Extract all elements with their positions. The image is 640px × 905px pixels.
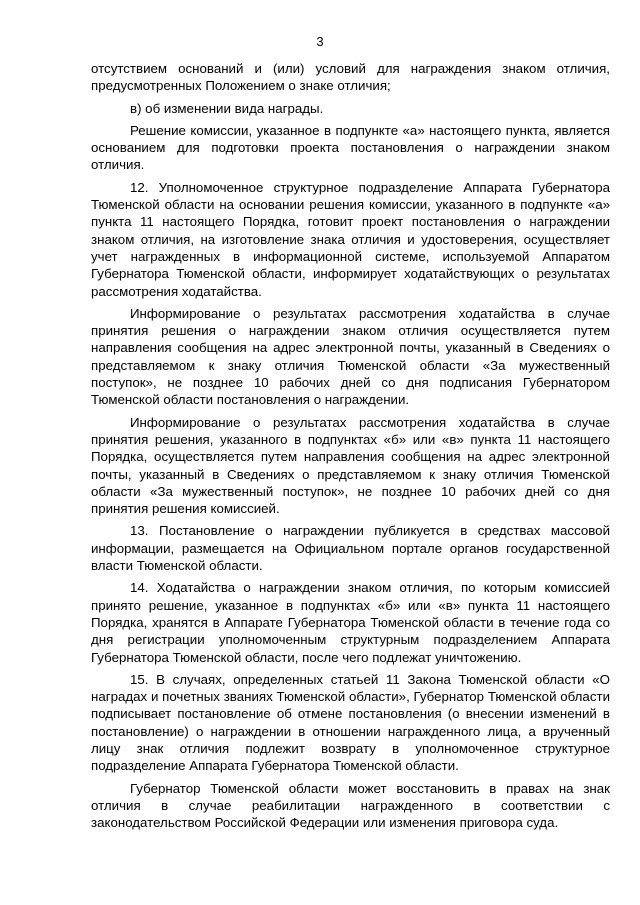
paragraph-commission-decision: Решение комиссии, указанное в подпункте «а» настоящего пункта, является основанием для подготовки проекта постановления о награждении знаком отличия. bbox=[91, 122, 610, 173]
paragraph-continuation: отсутствием оснований и (или) условий для награждения знаком отличия, предусмотренных Положением о знаке отличия; bbox=[91, 61, 610, 94]
page-number: 3 bbox=[316, 34, 324, 49]
paragraph-item-v: в) об изменении вида награды. bbox=[130, 100, 324, 116]
document-body bbox=[91, 60, 610, 836]
paragraph-14: 14. Ходатайства о награждении знаком отличия, по которым комиссией принято решение, указанное в подпунктах «б» или «в» пункта 11 настоящего Порядка, хранятся в Аппарате Губернатора Тюменской области в течение года со дня регистрации уполномоченным структурным подразделением Аппарата Губернатора Тюменской области, после чего подлежат уничтожению. bbox=[91, 580, 610, 665]
paragraph-15: 15. В случаях, определенных статьей 11 Закона Тюменской области «О наградах и почетных званиях Тюменской области», Губернатор Тюменской области подписывает постановление об отмене постановления (о внесении изменений в постановление) о награждении в отношении награжденного лица, а врученный лицу знак отличия подлежит возврату в уполномоченное структурное подразделение Аппарата Губернатора Тюменской области. bbox=[91, 671, 610, 774]
paragraph-15-restoration: Губернатор Тюменской области может восстановить в правах на знак отличия в случае реабилитации награжденного в соответствии с законодательством Российской Федерации или изменения приговора суда. bbox=[91, 780, 610, 831]
paragraph-13: 13. Постановление о награждении публикуется в средствах массовой информации, размещается на Официальном портале органов государственной власти Тюменской области. bbox=[91, 523, 610, 574]
paragraph-12-informing-award: Информирование о результатах рассмотрения ходатайства в случае принятия решения о награждении знаком отличия осуществляется путем направления сообщения на адрес электронной почты, указанный в Сведениях о представляемом к знаку отличия Тюменской области «За мужественный поступок», не позднее 10 рабочих дней со дня подписания Губернатором Тюменской области постановления о награждении. bbox=[91, 305, 610, 408]
paragraph-12-informing-other: Информирование о результатах рассмотрения ходатайства в случае принятия решения, указанного в подпунктах «б» или «в» пункта 11 настоящего Порядка, осуществляется путем направления сообщения на адрес электронной почты, указанный в Сведениях о представляемом к знаку отличия Тюменской области «За мужественный поступок», не позднее 10 рабочих дней со дня принятия решения комиссией. bbox=[91, 414, 610, 517]
paragraph-12: 12. Уполномоченное структурное подразделение Аппарата Губернатора Тюменской области на основании решения комиссии, указанного в подпункте «а» пункта 11 настоящего Порядка, готовит проект постановления о награждении знаком отличия, на изготовление знака отличия и удостоверения, осуществляет учет награжденных в информационной системе, используемой Аппаратом Губернатора Тюменской области, информирует ходатайствующих о результатах рассмотрения ходатайства. bbox=[91, 179, 610, 299]
